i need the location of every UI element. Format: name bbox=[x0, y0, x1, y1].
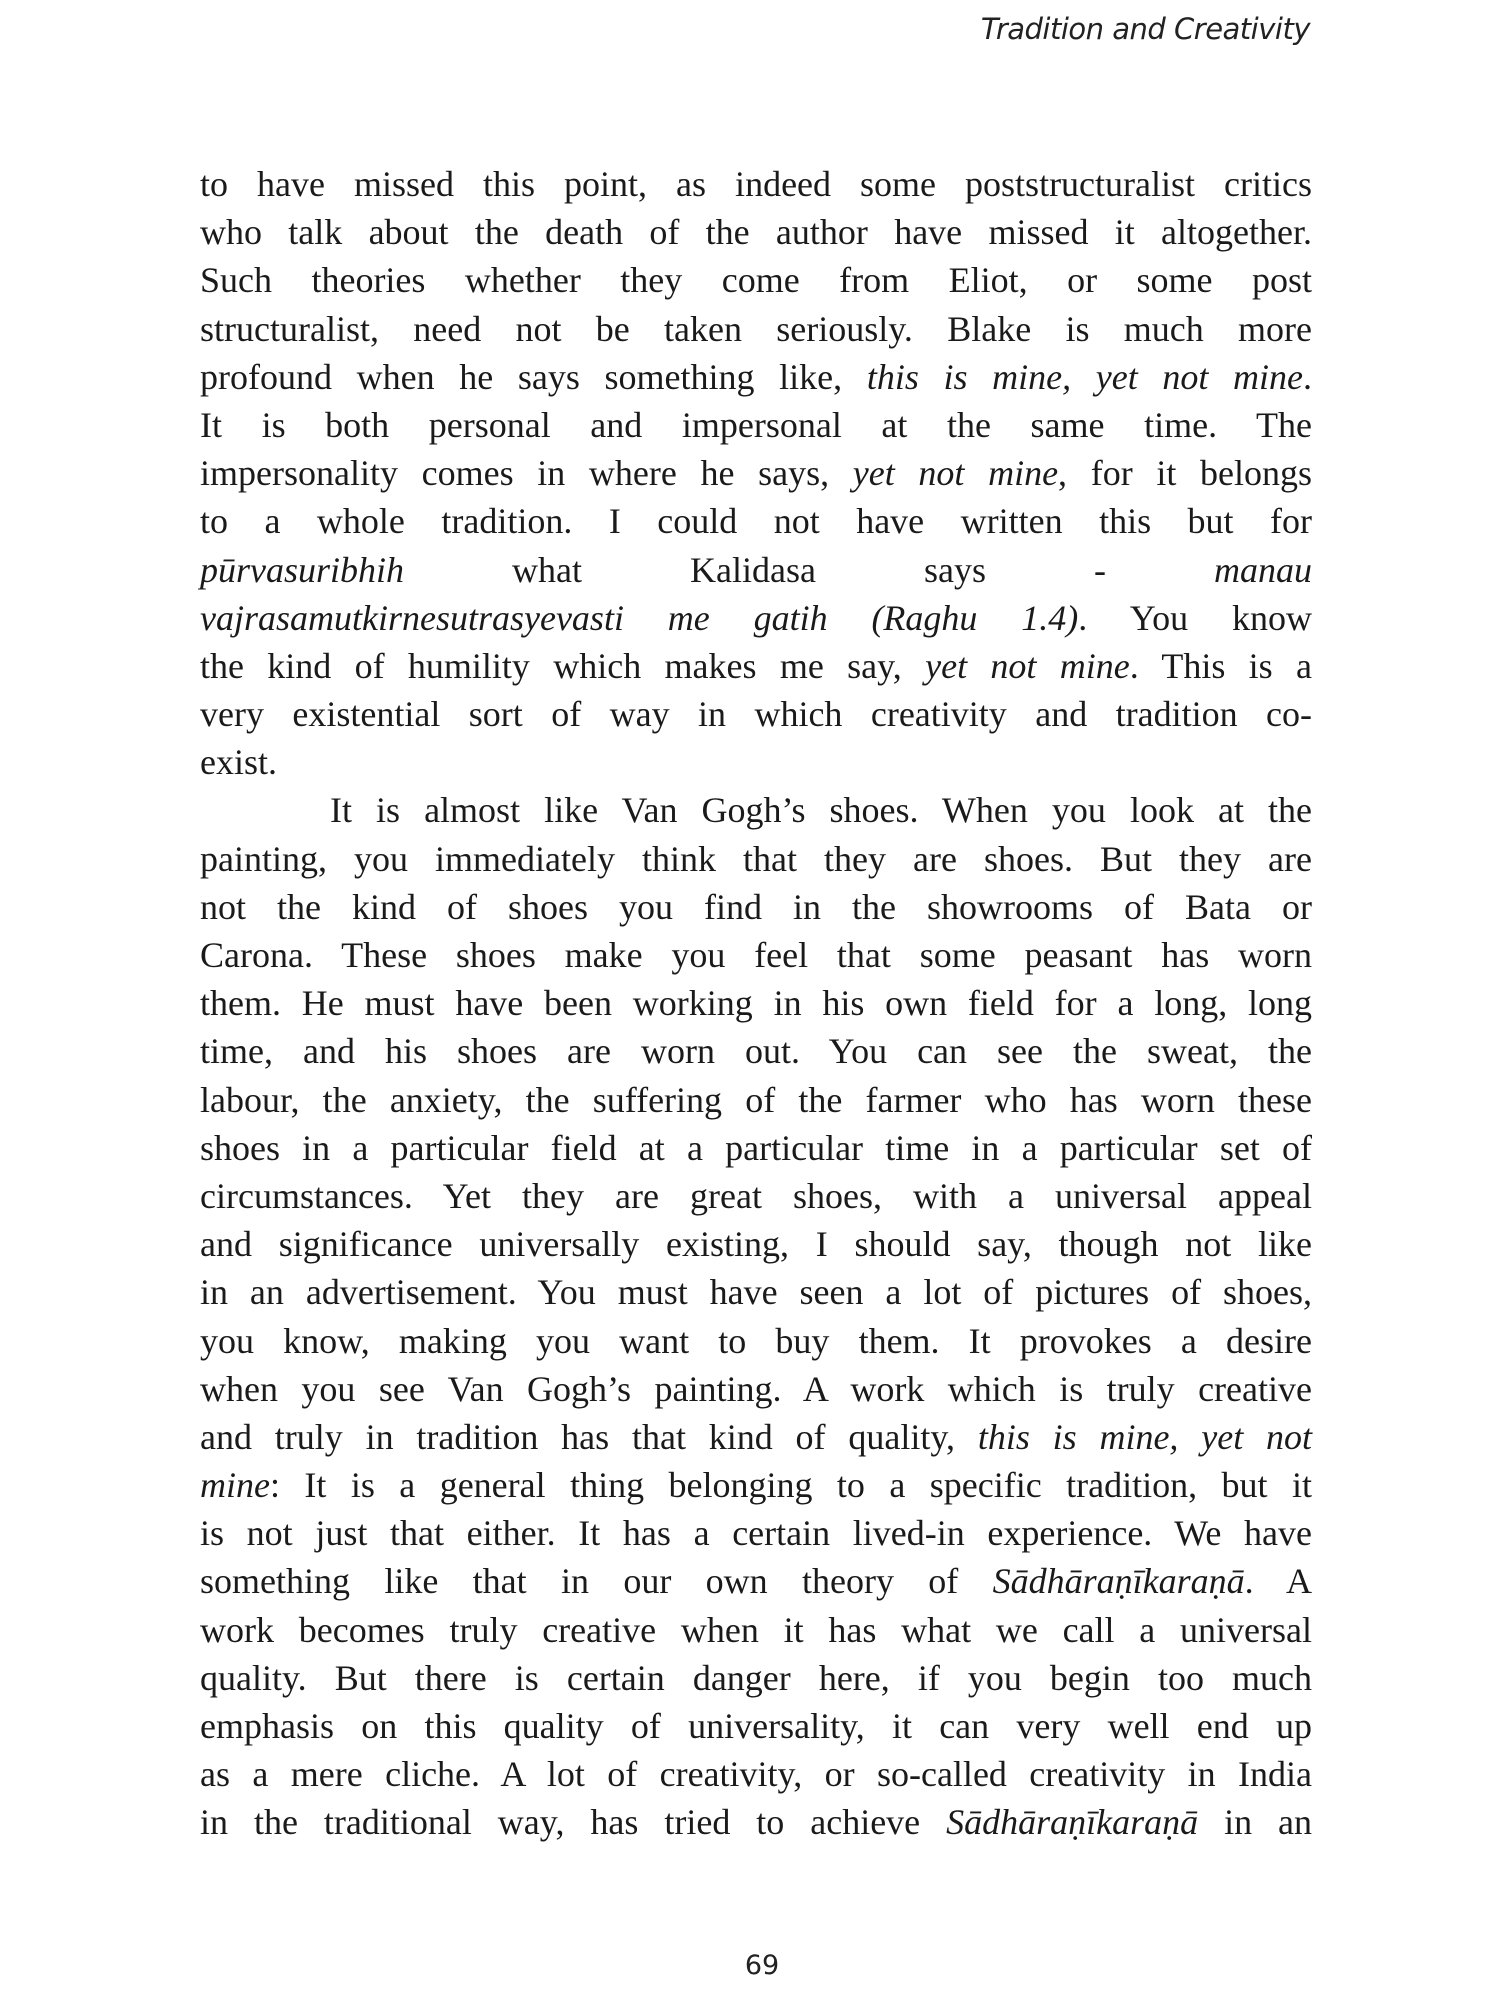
text-segment: when you see Van Gogh’s painting. A work which is truly creative bbox=[200, 1368, 1312, 1409]
text-segment: . You know bbox=[1078, 597, 1312, 638]
text-line bbox=[200, 931, 1312, 979]
text-line bbox=[200, 1124, 1312, 1172]
text-line bbox=[200, 1654, 1312, 1702]
text-segment: to a whole tradition. I could not have written this but for bbox=[200, 501, 1312, 542]
italic-text: Sādhāraṇīkaraṇā bbox=[946, 1802, 1199, 1843]
text-line bbox=[200, 883, 1312, 931]
text-line bbox=[200, 786, 1312, 834]
text-segment: circumstances. Yet they are great shoes, with a universal appeal bbox=[200, 1175, 1312, 1216]
text-line bbox=[200, 835, 1312, 883]
text-line bbox=[200, 738, 1312, 786]
body-text bbox=[200, 160, 1312, 1847]
text-line bbox=[200, 1027, 1312, 1075]
text-line bbox=[200, 353, 1312, 401]
text-line bbox=[200, 305, 1312, 353]
text-line bbox=[200, 1076, 1312, 1124]
page-number: 69 bbox=[744, 1950, 780, 1981]
text-line bbox=[200, 449, 1312, 497]
text-segment: not the kind of shoes you find in the showrooms of Bata or bbox=[200, 886, 1312, 927]
running-head-title: Tradition and Creativity bbox=[980, 12, 1310, 46]
text-segment: , for it belongs bbox=[1058, 453, 1312, 494]
text-segment: work becomes truly creative when it has what we call a universal bbox=[200, 1609, 1312, 1650]
text-segment: Carona. These shoes make you feel that some peasant has worn bbox=[200, 935, 1312, 975]
text-line bbox=[200, 1750, 1312, 1798]
text-segment: structuralist, need not be taken seriously. Blake is much more bbox=[200, 308, 1312, 349]
text-segment: time, and his shoes are worn out. You can see the sweat, the bbox=[200, 1031, 1312, 1072]
text-segment: something like that in our own theory of bbox=[200, 1561, 993, 1602]
text-line bbox=[200, 1413, 1312, 1461]
italic-text: yet not mine bbox=[925, 645, 1130, 686]
text-line bbox=[200, 1317, 1312, 1365]
text-segment: impersonality comes in where he says, bbox=[200, 453, 853, 494]
text-line bbox=[200, 208, 1312, 256]
text-line bbox=[200, 1798, 1312, 1846]
text-segment: quality. But there is certain danger here, if you begin too much bbox=[200, 1657, 1312, 1698]
text-line bbox=[200, 160, 1312, 208]
text-segment: shoes in a particular field at a particular time in a particular set of bbox=[200, 1127, 1312, 1168]
italic-text: vajrasamutkirnesutrasyevasti me gatih (Raghu 1.4) bbox=[200, 597, 1079, 638]
text-line bbox=[200, 546, 1312, 594]
italic-text: yet not mine bbox=[852, 453, 1059, 494]
italic-text: manau bbox=[1214, 549, 1312, 590]
text-segment: what Kalidasa says - bbox=[404, 549, 1214, 590]
text-line bbox=[200, 1557, 1312, 1605]
text-line bbox=[200, 1606, 1312, 1654]
text-segment: in the traditional way, has tried to achieve bbox=[200, 1802, 947, 1843]
text-segment: and truly in tradition has that kind of quality, bbox=[200, 1416, 978, 1457]
italic-text: this is mine, yet not mine bbox=[866, 356, 1304, 397]
text-segment: Such theories whether they come from Eliot, or some post bbox=[200, 260, 1312, 301]
text-segment: and significance universally existing, I should say, though not like bbox=[200, 1224, 1312, 1265]
text-segment: labour, the anxiety, the suffering of the farmer who has worn these bbox=[200, 1079, 1312, 1120]
text-segment: as a mere cliche. A lot of creativity, or so-called creativity in India bbox=[200, 1754, 1312, 1795]
text-segment: . This is a bbox=[1129, 645, 1312, 686]
text-segment: them. He must have been working in his own field for a long, long bbox=[200, 983, 1312, 1024]
italic-text: pūrvasuribhih bbox=[200, 549, 405, 590]
text-segment: you know, making you want to buy them. It provokes a desire bbox=[200, 1320, 1312, 1361]
text-segment: who talk about the death of the author have missed it altogether. bbox=[200, 212, 1312, 253]
text-segment: painting, you immediately think that they are shoes. But they are bbox=[200, 838, 1312, 879]
text-segment: in an bbox=[1198, 1802, 1313, 1843]
italic-text: mine bbox=[200, 1465, 270, 1506]
text-segment: to have missed this point, as indeed some poststructuralist critics bbox=[200, 164, 1312, 204]
italic-text: this is mine, yet not bbox=[977, 1416, 1312, 1457]
text-segment: is not just that either. It has a certain lived-in experience. We have bbox=[200, 1513, 1312, 1554]
text-line bbox=[200, 642, 1312, 690]
text-segment: : It is a general thing belonging to a specific tradition, but it bbox=[269, 1465, 1312, 1506]
text-segment: in an advertisement. You must have seen a lot of pictures of shoes, bbox=[200, 1272, 1312, 1313]
text-line bbox=[200, 1702, 1312, 1750]
text-line bbox=[200, 1461, 1312, 1509]
text-line bbox=[200, 1268, 1312, 1316]
text-segment: emphasis on this quality of universality, it can very well end up bbox=[200, 1706, 1312, 1746]
text-line bbox=[200, 401, 1312, 449]
text-segment: . bbox=[1303, 356, 1313, 397]
text-line bbox=[200, 497, 1312, 545]
text-line bbox=[200, 1365, 1312, 1413]
text-line bbox=[200, 1220, 1312, 1268]
text-line bbox=[200, 690, 1312, 738]
text-segment: It is almost like Van Gogh’s shoes. When you look at the bbox=[330, 790, 1312, 831]
italic-text: Sādhāraṇīkaraṇā bbox=[992, 1561, 1245, 1602]
text-line bbox=[200, 594, 1312, 642]
text-segment: profound when he says something like, bbox=[200, 356, 867, 397]
text-segment: . A bbox=[1244, 1561, 1312, 1602]
text-segment: exist. bbox=[200, 742, 277, 783]
text-line bbox=[200, 256, 1312, 304]
text-segment: very existential sort of way in which creativity and tradition co- bbox=[200, 694, 1312, 735]
text-segment: It is both personal and impersonal at the same time. The bbox=[200, 404, 1312, 445]
text-line bbox=[200, 1509, 1312, 1557]
text-line bbox=[200, 1172, 1312, 1220]
text-segment: the kind of humility which makes me say, bbox=[200, 645, 926, 686]
text-line bbox=[200, 979, 1312, 1027]
